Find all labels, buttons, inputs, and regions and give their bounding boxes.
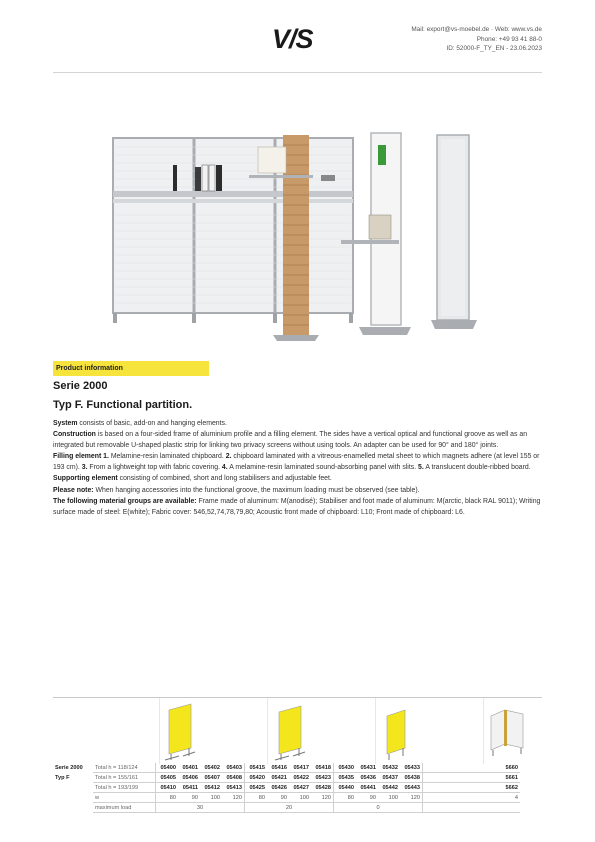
article-code: 05408 bbox=[222, 773, 245, 783]
product-subtitle: Typ F. Functional partition. bbox=[53, 399, 193, 411]
article-code: 05403 bbox=[222, 763, 245, 773]
width-value: 100 bbox=[200, 793, 222, 803]
yellow-panel-short-icon bbox=[159, 698, 267, 764]
width-value: 100 bbox=[289, 793, 311, 803]
article-code: 05437 bbox=[378, 773, 400, 783]
width-value: 80 bbox=[156, 793, 179, 803]
article-code: 5661 bbox=[423, 773, 521, 783]
article-code: 5662 bbox=[423, 783, 521, 793]
contact-info bbox=[411, 25, 542, 54]
article-code: 05428 bbox=[311, 783, 334, 793]
article-code: 05407 bbox=[200, 773, 222, 783]
series-label: Serie 2000 bbox=[55, 764, 83, 771]
article-code: 05426 bbox=[267, 783, 289, 793]
width-value: 90 bbox=[178, 793, 200, 803]
row-desc: Total h = 155/161 bbox=[93, 773, 156, 783]
article-code: 05427 bbox=[289, 783, 311, 793]
article-code: 05412 bbox=[200, 783, 222, 793]
paragraph-note: Please note: When hanging accessories into the functional groove, the maximum loading must be observed (see table). bbox=[53, 486, 420, 494]
article-code: 05441 bbox=[356, 783, 378, 793]
article-code: 05431 bbox=[356, 763, 378, 773]
contact-mail-web: Mail: export@vs-moebel.de · Web: www.vs.de bbox=[411, 26, 542, 33]
row-desc: maximum load bbox=[93, 803, 156, 813]
table-row bbox=[53, 793, 520, 803]
blank-cell bbox=[423, 803, 521, 813]
max-load-value: 30 bbox=[156, 803, 245, 813]
width-value: 120 bbox=[400, 793, 423, 803]
article-code: 05406 bbox=[178, 773, 200, 783]
article-code: 05421 bbox=[267, 773, 289, 783]
paragraph-system: System consists of basic, add-on and hanging elements. bbox=[53, 420, 227, 427]
corner-adapter-icon bbox=[483, 698, 542, 764]
product-description bbox=[53, 418, 542, 518]
article-code: 05405 bbox=[156, 773, 179, 783]
table-row bbox=[53, 773, 520, 783]
article-code: 05443 bbox=[400, 783, 423, 793]
paragraph-materials: The following material groups are available: Frame made of aluminum: M(anodisé); Stabiliser and foot made of aluminum: M(arctic, black RAL 9011); Writing surface made of steel: E(white); Fabric cover: 546,52,74,78,79,80; Acoustic front made of chipboard: L10; Front made of chipboard: L6. bbox=[53, 497, 541, 516]
paragraph-supporting: Supporting element consisting of combined, short and long stabilisers and adjustable feet. bbox=[53, 475, 332, 483]
article-code: 05401 bbox=[178, 763, 200, 773]
width-value: 120 bbox=[222, 793, 245, 803]
article-code: 05433 bbox=[400, 763, 423, 773]
width-value: 4 bbox=[423, 793, 521, 803]
product-image-row bbox=[53, 697, 542, 764]
article-code: 5660 bbox=[423, 763, 521, 773]
table-row bbox=[53, 803, 520, 813]
table-row bbox=[53, 783, 520, 793]
row-desc: Total h = 118/124 bbox=[93, 763, 156, 773]
article-code: 05420 bbox=[245, 773, 268, 783]
yellow-panel-medium-icon bbox=[267, 698, 375, 764]
article-code: 05440 bbox=[334, 783, 357, 793]
article-code: 05425 bbox=[245, 783, 268, 793]
yellow-panel-tall-icon bbox=[375, 698, 483, 764]
blank-cell bbox=[53, 803, 93, 813]
series-title: Serie 2000 bbox=[53, 380, 108, 392]
article-table bbox=[53, 763, 520, 813]
document-id: ID: 52000-F_TY_EN - 23.06.2023 bbox=[446, 45, 542, 53]
width-value: 80 bbox=[334, 793, 357, 803]
paragraph-filling: Filling element 1. Melamine-resin laminated chipboard. 2. chipboard laminated with a vitreous-enamelled metal sheet to which magnets adhere (at level 155 or 193 cm). 3. From a lightweight top with fabric covering. 4. A melamine-resin laminated sound-absorbing panel with slits. 5. A translucent double-ribbed board. bbox=[53, 453, 540, 472]
max-load-value: 20 bbox=[245, 803, 334, 813]
article-code: 05402 bbox=[200, 763, 222, 773]
article-code: 05400 bbox=[156, 763, 179, 773]
article-code: 05430 bbox=[334, 763, 357, 773]
article-code: 05423 bbox=[311, 773, 334, 783]
blank-cell bbox=[53, 793, 93, 803]
vs-logo: V/S bbox=[272, 24, 313, 54]
table-row bbox=[53, 763, 520, 773]
blank-cell bbox=[53, 783, 93, 793]
product-info-badge: Product information bbox=[53, 361, 209, 376]
width-value: 80 bbox=[245, 793, 268, 803]
width-value: 120 bbox=[311, 793, 334, 803]
contact-phone: Phone: +49 93 41 88-0 bbox=[476, 35, 542, 43]
width-value: 90 bbox=[267, 793, 289, 803]
paragraph-construction: Construction is based on a four-sided frame of aluminium profile and a filling element. The sides have a vertical optical and functional groove as well as an integrated but removable U-shaped plastic strip for linking two privacy screens without using tools. An adapter can be used for 90° and 180° joints. bbox=[53, 431, 528, 450]
width-value: 100 bbox=[378, 793, 400, 803]
max-load-value: 0 bbox=[334, 803, 423, 813]
product-photo bbox=[53, 105, 542, 360]
article-code: 05415 bbox=[245, 763, 268, 773]
article-code: 05410 bbox=[156, 783, 179, 793]
article-code: 05416 bbox=[267, 763, 289, 773]
article-code: 05436 bbox=[356, 773, 378, 783]
grey-column-illustration bbox=[431, 135, 477, 329]
article-code: 05442 bbox=[378, 783, 400, 793]
article-code: 05438 bbox=[400, 773, 423, 783]
article-code: 05417 bbox=[289, 763, 311, 773]
partition-wall-illustration bbox=[113, 138, 353, 323]
article-code: 05411 bbox=[178, 783, 200, 793]
width-value: 90 bbox=[356, 793, 378, 803]
article-code: 05418 bbox=[311, 763, 334, 773]
article-code: 05435 bbox=[334, 773, 357, 783]
article-code: 05432 bbox=[378, 763, 400, 773]
article-code: 05413 bbox=[222, 783, 245, 793]
row-desc: Total h = 193/199 bbox=[93, 783, 156, 793]
row-desc: w bbox=[93, 793, 156, 803]
article-code: 05422 bbox=[289, 773, 311, 783]
header-divider bbox=[53, 72, 542, 73]
type-label: Typ F bbox=[55, 774, 70, 781]
